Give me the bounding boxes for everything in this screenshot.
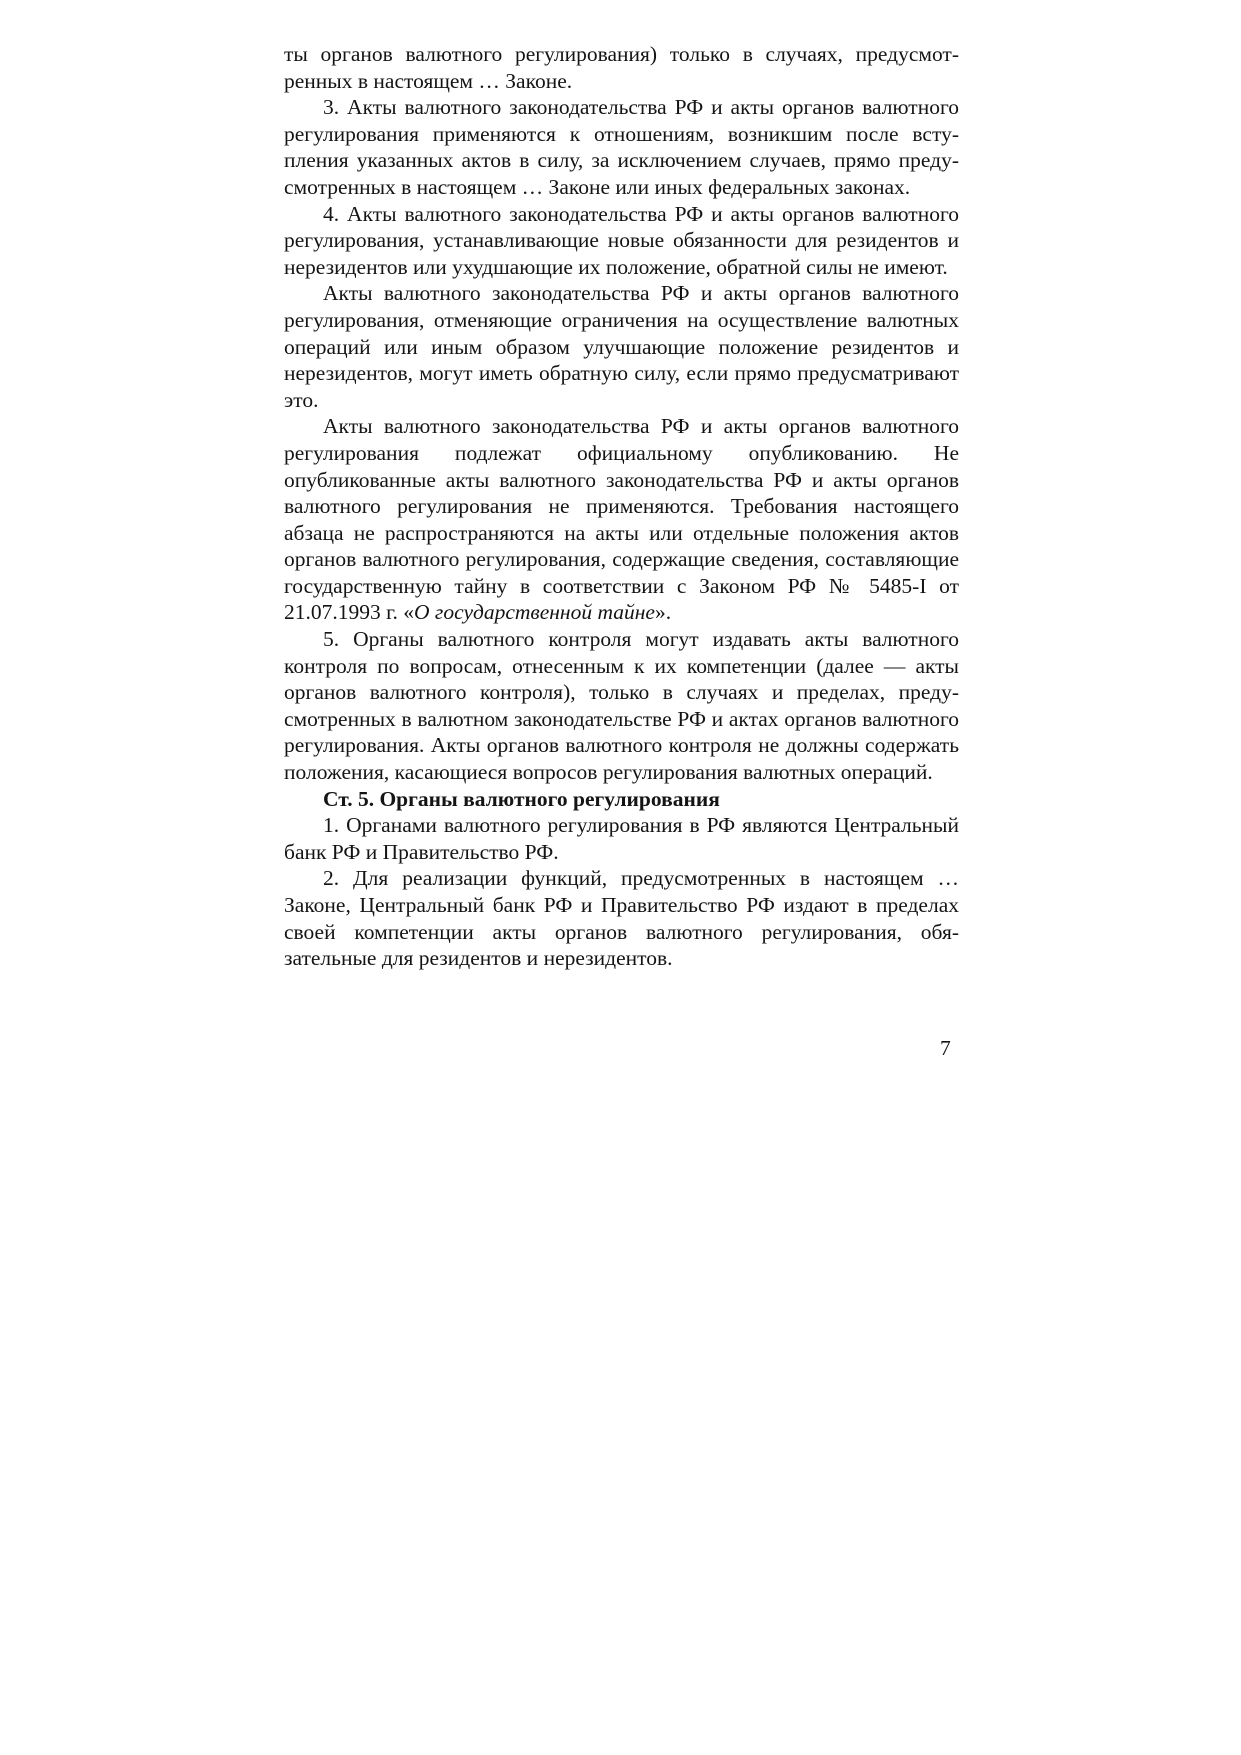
- page-number: 7: [940, 1036, 951, 1060]
- paragraph-retroactive: Акты валютного законодательства РФ и акты органов валютного регулирования, отменяющие ограничения на осуществление валютных операций или иным образом улучшающие положение резидентов и нерезидентов, могут иметь обратную силу, если прямо предусматривают это.: [284, 281, 959, 412]
- paragraph-item-5: 5. Органы валютного контроля могут издавать акты валютного контроля по вопросам, отнесенным к их компетенции (далее — акты органов валютного контроля), только в случаях и пределах, предусмотренных в валютном законодательстве РФ и актах органов валютного регулирования. Акты органов валютного контроля не должны содержать положения, касающиеся вопросов регулирования валютных операций.: [284, 627, 959, 785]
- article-heading: Ст. 5. Органы валютного регулирования: [323, 786, 720, 811]
- page-body: [284, 41, 959, 972]
- paragraph-art5-item-1: 1. Органами валютного регулирования в РФ являются Центральный банк РФ и Правительство РФ.: [284, 813, 959, 864]
- publication-text: Акты валютного законодательства РФ и акты органов валютного регулирования подлежат официальному опубликованию. Не опубликованные акты валютного законодательства РФ и акты органов валютного регулирования не применяются. Требования настоящего абзаца не распространяются на акты или отдельные положения актов органов валютного регулирования, содержащие сведения, составляющие государственную тайну в соответствии с Законом РФ № 5485-I от 21.07.1993 г. «: [284, 414, 959, 625]
- paragraph-art5-item-2: 2. Для реализации функций, предусмотренных в настоящем … Законе, Центральный банк РФ и Правительство РФ издают в пределах своей компетенции акты органов валютного регулирования, обязательные для резидентов и нерезидентов.: [284, 866, 959, 971]
- paragraph-publication: [284, 413, 959, 626]
- publication-text-end: ».: [654, 600, 672, 625]
- paragraph-continuation: ты органов валютного регулирования) только в случаях, предусмотренных в настоящем … Законе.: [284, 42, 959, 93]
- paragraph-item-3: 3. Акты валютного законодательства РФ и акты органов валютного регулирования применяются к отношениям, возникшим после вступления указанных актов в силу, за исключением случаев, прямо предусмотренных в настоящем … Законе или иных федеральных законах.: [284, 95, 959, 199]
- law-title-italic: О государственной тайне: [414, 600, 655, 625]
- paragraph-item-4: 4. Акты валютного законодательства РФ и акты органов валютного регулирования, устанавливающие новые обязанности для резидентов и нерезидентов или ухудшающие их положение, обратной силы не имеют.: [284, 201, 959, 279]
